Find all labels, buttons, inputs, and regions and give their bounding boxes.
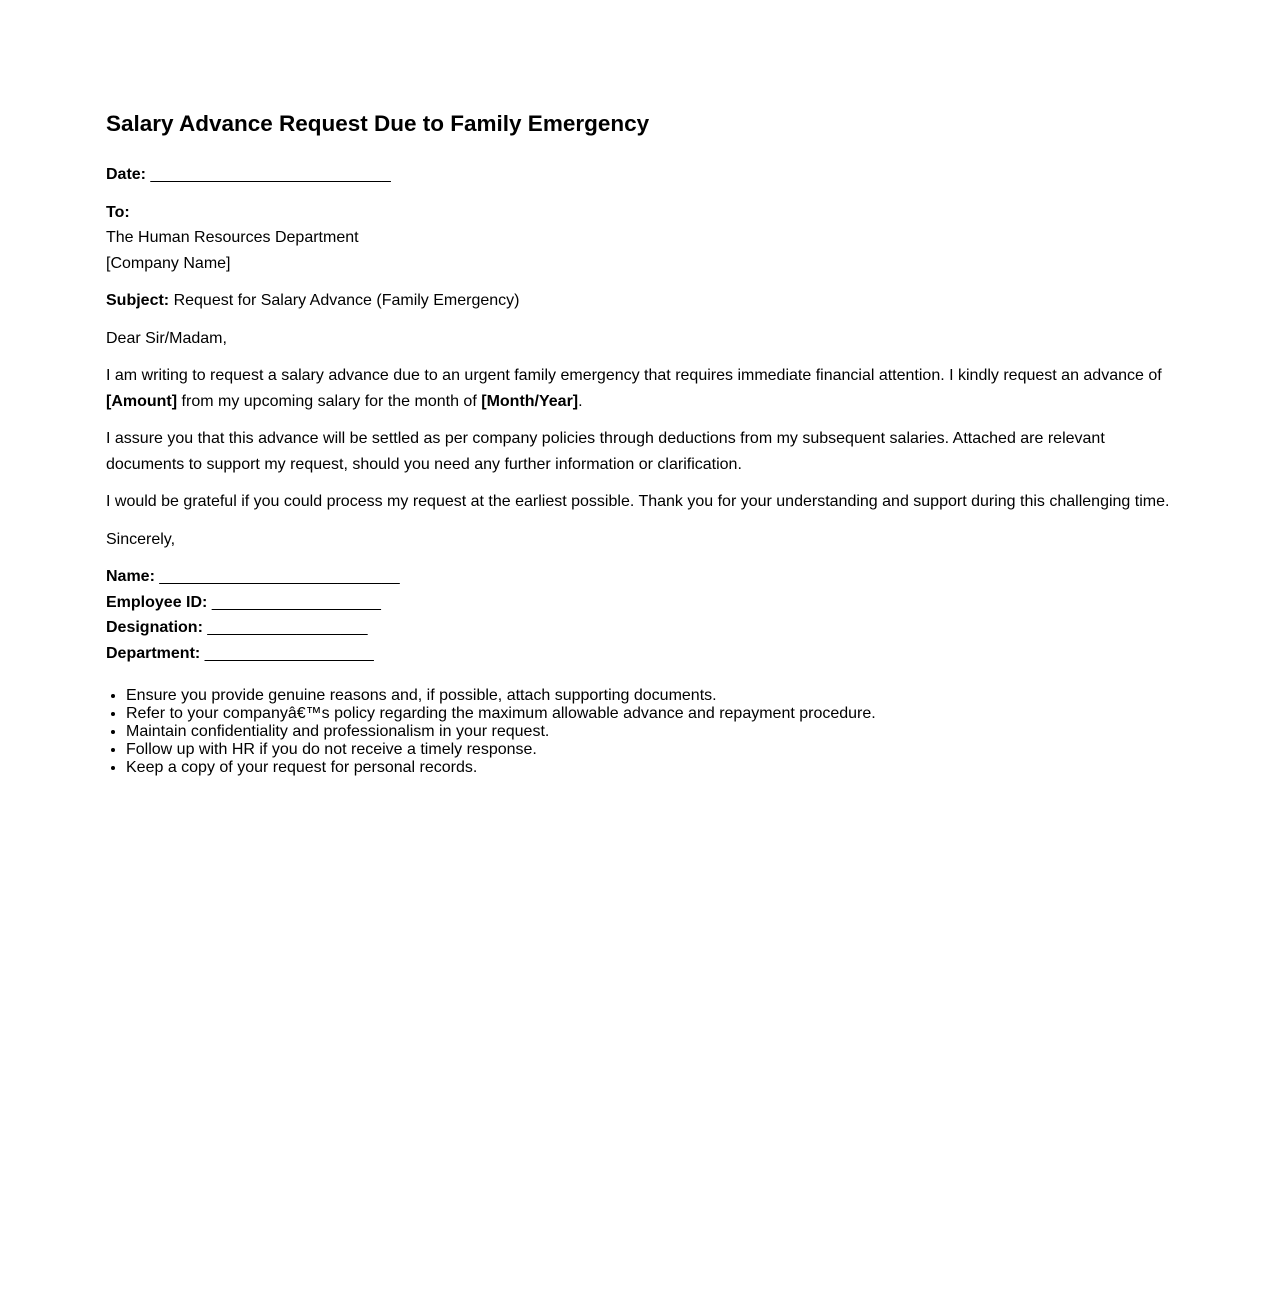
to-label: To: <box>106 203 130 221</box>
closing: Sincerely, <box>106 530 176 548</box>
month-year-placeholder: [Month/Year] <box>481 392 579 410</box>
recipient-block <box>106 200 1186 277</box>
date-blank: ___________________________ <box>150 166 391 183</box>
signature-employee-id-row <box>106 590 1186 616</box>
amount-placeholder: [Amount] <box>106 392 178 410</box>
body-request-middle: from my upcoming salary for the month of <box>181 392 477 410</box>
list-item: • Follow up with HR if you do not receive a timely response. <box>126 741 1186 759</box>
department-label: Department: <box>106 644 201 662</box>
list-item: • Refer to your companyâ€™s policy regarding the maximum allowable advance and repayment procedure. <box>126 705 1186 723</box>
designation-blank: __________________ <box>207 619 368 636</box>
list-item: • Maintain confidentiality and professionalism in your request. <box>126 723 1186 741</box>
employee-id-blank: ___________________ <box>211 593 381 611</box>
subject-line <box>106 288 1186 314</box>
signature-block <box>106 564 1186 666</box>
date-label: Date: <box>106 166 147 183</box>
tips-list <box>106 687 1186 777</box>
letter-content <box>106 108 1186 777</box>
greeting: Dear Sir/Madam, <box>106 329 227 347</box>
signature-designation-row <box>106 615 1186 641</box>
body-request-lead: I am writing to request a salary advance due to an urgent family emergency that requires immediate financial attention. I kindly request an advance of <box>106 367 1162 384</box>
subject-label: Subject: <box>106 292 170 309</box>
body-request-end: . <box>578 392 583 410</box>
recipient-department: The Human Resources Department <box>106 229 359 246</box>
body-paragraph-thanks: I would be grateful if you could process my request at the earliest possible. Thank you for your understanding and support during this challenging time. <box>106 493 1170 510</box>
designation-label: Designation: <box>106 619 203 636</box>
subject-text: Request for Salary Advance (Family Emergency) <box>173 292 520 309</box>
department-blank: ___________________ <box>204 644 374 662</box>
date-field <box>106 162 1186 188</box>
body-paragraph-request <box>106 363 1186 414</box>
signature-name-row <box>106 564 1186 590</box>
signature-department-row <box>106 641 1186 667</box>
recipient-company: [Company Name] <box>106 254 231 272</box>
document-title: Salary Advance Request Due to Family Emergency <box>106 111 650 136</box>
employee-id-label: Employee ID: <box>106 593 208 611</box>
list-item: • Ensure you provide genuine reasons and, if possible, attach supporting documents. <box>126 687 1186 705</box>
name-blank: ___________________________ <box>159 568 400 585</box>
list-item: • Keep a copy of your request for personal records. <box>126 759 1186 777</box>
name-label: Name: <box>106 568 155 585</box>
body-paragraph-repayment: I assure you that this advance will be settled as per company policies through deductions from my subsequent salaries. Attached are relevant documents to support my request, should you need any further information or clarification. <box>106 430 1105 473</box>
